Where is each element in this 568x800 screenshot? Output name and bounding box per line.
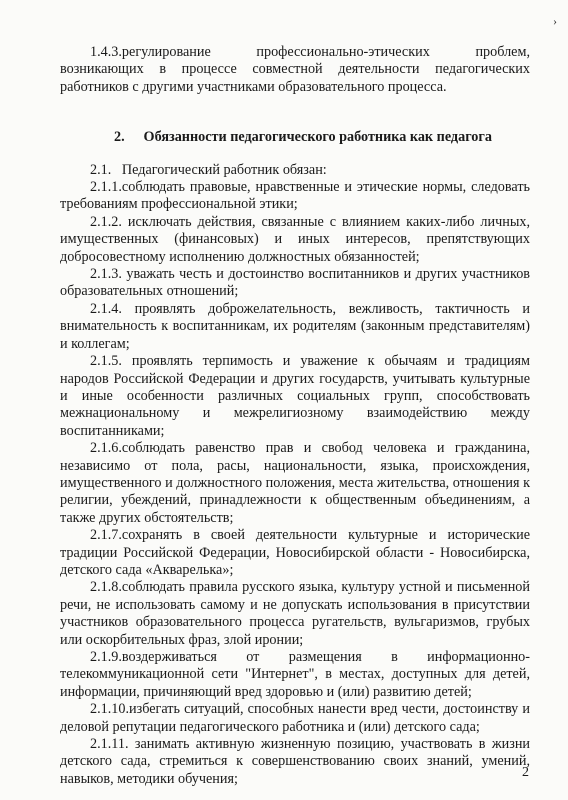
paragraph-2-1-4: 2.1.4. проявлять доброжелательность, вежливость, тактичность и внимательность к воспитанникам, их родителям (законным представителям) и коллегам; <box>60 300 530 352</box>
paragraph-2-1-11: 2.1.11. занимать активную жизненную позицию, участвовать в жизни детского сада, стремиться к совершенствованию своих знаний, умений, навыков, методики обучения; <box>60 736 530 787</box>
paragraph-2-1-2: 2.1.2. исключать действия, связанные с влиянием каких-либо личных, имущественных (финансовых) и иных интересов, препятствующих добросовестному исполнению должностных обязанностей; <box>60 213 530 265</box>
paragraph-2-1-10: 2.1.10.избегать ситуаций, способных нанести вред чести, достоинству и деловой репутации педагогического работника и (или) детского сада; <box>60 701 530 735</box>
section-number: 2. <box>114 129 125 146</box>
paragraph-2-1-3: 2.1.3. уважать честь и достоинство воспитанников и других участников образовательных отношений; <box>60 266 530 300</box>
document-body <box>60 44 530 788</box>
paragraph-2-1-1: 2.1.1.соблюдать правовые, нравственные и этические нормы, следовать требованиям профессиональной этики; <box>60 179 530 213</box>
paragraph-2-1: 2.1. Педагогический работник обязан: <box>90 161 327 178</box>
paragraph-2-1-9: 2.1.9.воздерживаться от размещения в информационно-телекоммуникационной сети "Интернет", в местах, доступных для детей, информации, причиняющий вред здоровью и (или) развитию детей; <box>60 649 530 700</box>
paragraph-2-1-7: 2.1.7.сохранять в своей деятельности культурные и исторические традиции Российской Федерации, Новосибирской области - Новосибирска, детского сада «Акварелька»; <box>60 527 530 578</box>
section-title: Обязанности педагогического работника как педагога <box>143 129 492 146</box>
paragraph-2-1-8: 2.1.8.соблюдать правила русского языка, культуру устной и письменной речи, не использовать самому и не допускать использования в присутствии участников образовательного процесса ругательств, вульгаризмов, грубых или оскорбительных фраз, злой иронии; <box>60 579 530 648</box>
paragraph-2-1-6: 2.1.6.соблюдать равенство прав и свобод человека и гражданина, независимо от пола, расы, национальности, языка, происхождения, имущественного и должностного положения, места жительства, отношения к религии, убеждений, принадлежности к общественным объединениям, а также других обстоятельств; <box>60 440 530 526</box>
section-heading <box>60 129 530 146</box>
scan-mark: › <box>553 14 557 28</box>
paragraph-2-1-5: 2.1.5. проявлять терпимость и уважение к обычаям и традициям народов Российской Федерации и других государств, учитывать культурные и иные особенности различных социальных групп, способствовать межнациональному и межрелигиозному взаимодействию между воспитанниками; <box>60 353 530 439</box>
paragraph-1-4-3: 1.4.3.регулирование профессионально-этических проблем, возникающих в процессе совместной деятельности педагогических работников с другими участниками образовательного процесса. <box>60 44 530 95</box>
page-number: 2 <box>522 765 529 780</box>
